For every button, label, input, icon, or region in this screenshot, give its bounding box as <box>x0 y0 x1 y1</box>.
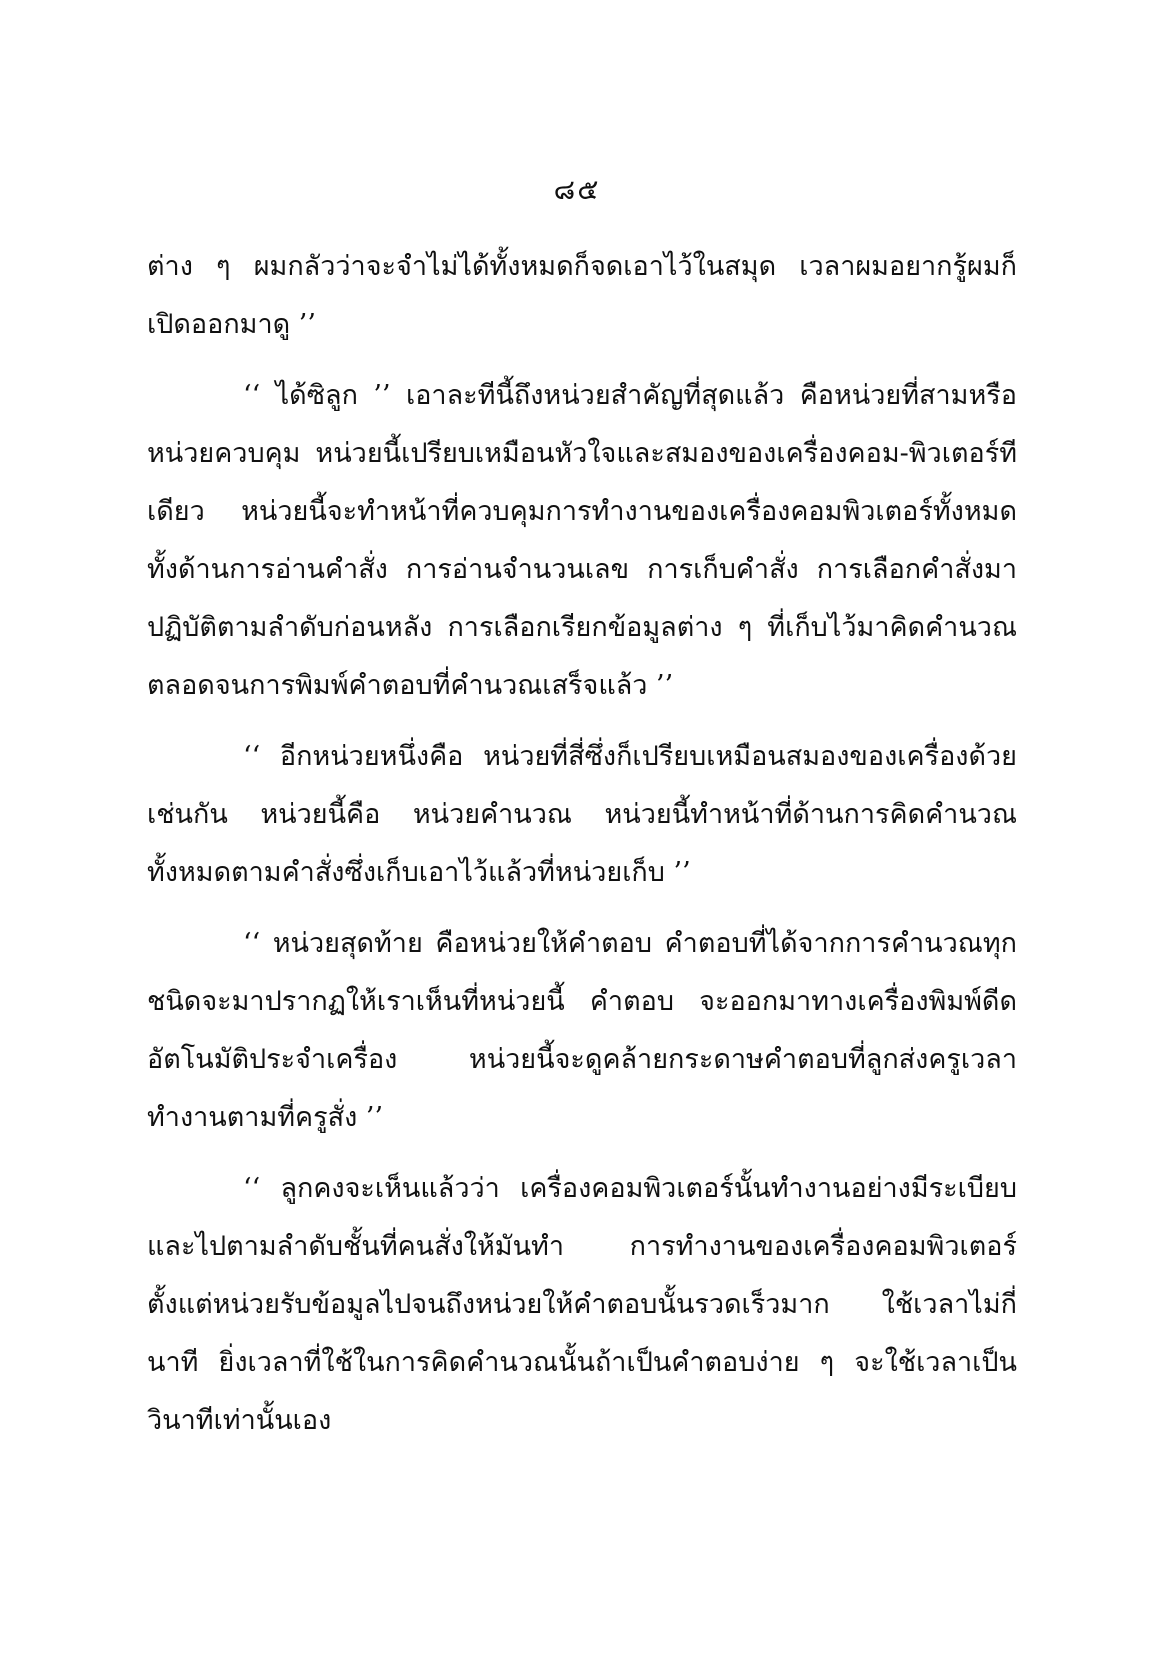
paragraph-2: ‘‘ ได้ซิลูก ’’ เอาละทีนี้ถึงหน่วยสำคัญที่สุดแล้ว คือหน่วยที่สามหรือหน่วยควบคุม หน่วยนี้เปรียบเหมือนหัวใจและสมองของเครื่องคอม-พิวเตอร์ทีเดียว หน่วยนี้จะทำหน้าที่ควบคุมการทำงานของเครื่องคอมพิวเตอร์ทั้งหมดทั้งด้านการอ่านคำสั่ง การอ่านจำนวนเลข การเก็บคำสั่ง การเลือกคำสั่งมาปฏิบัติตามลำดับก่อนหลัง การเลือกเรียกข้อมูลต่าง ๆ ที่เก็บไว้มาคิดคำนวณ ตลอดจนการพิมพ์คำตอบที่คำนวณเสร็จแล้ว ’’ <box>147 380 1017 701</box>
paragraph-1: ต่าง ๆ ผมกลัวว่าจะจำไม่ได้ทั้งหมดก็จดเอาไว้ในสมุด เวลาผมอยากรู้ผมก็เปิดออกมาดู ’’ <box>147 251 1017 340</box>
paragraph-5: ‘‘ ลูกคงจะเห็นแล้วว่า เครื่องคอมพิวเตอร์นั้นทำงานอย่างมีระเบียบและไปตามลำดับชั้นที่คนสั่งให้มันทำ การทำงานของเครื่องคอมพิวเตอร์ตั้งแต่หน่วยรับข้อมูลไปจนถึงหน่วยให้คำตอบนั้นรวดเร็วมาก ใช้เวลาไม่กี่นาที ยิ่งเวลาที่ใช้ในการคิดคำนวณนั้นถ้าเป็นคำตอบง่าย ๆ จะใช้เวลาเป็นวินาทีเท่านั้นเอง <box>147 1173 1017 1436</box>
page-number: ๘๕ <box>553 173 601 206</box>
body-text <box>147 238 1017 1463</box>
paragraph-3: ‘‘ อีกหน่วยหนึ่งคือ หน่วยที่สี่ซึ่งก็เปรียบเหมือนสมองของเครื่องด้วยเช่นกัน หน่วยนี้คือ หน่วยคำนวณ หน่วยนี้ทำหน้าที่ด้านการคิดคำนวณทั้งหมดตามคำสั่งซึ่งเก็บเอาไว้แล้วที่หน่วยเก็บ ’’ <box>147 741 1017 888</box>
paragraph-4: ‘‘ หน่วยสุดท้าย คือหน่วยให้คำตอบ คำตอบที่ได้จากการคำนวณทุกชนิดจะมาปรากฏให้เราเห็นที่หน่วยนี้ คำตอบ จะออกมาทางเครื่องพิมพ์ดีดอัตโนมัติประจำเครื่อง หน่วยนี้จะดูคล้ายกระดาษคำตอบที่ลูกส่งครูเวลาทำงานตามที่ครูสั่ง ’’ <box>147 928 1017 1133</box>
